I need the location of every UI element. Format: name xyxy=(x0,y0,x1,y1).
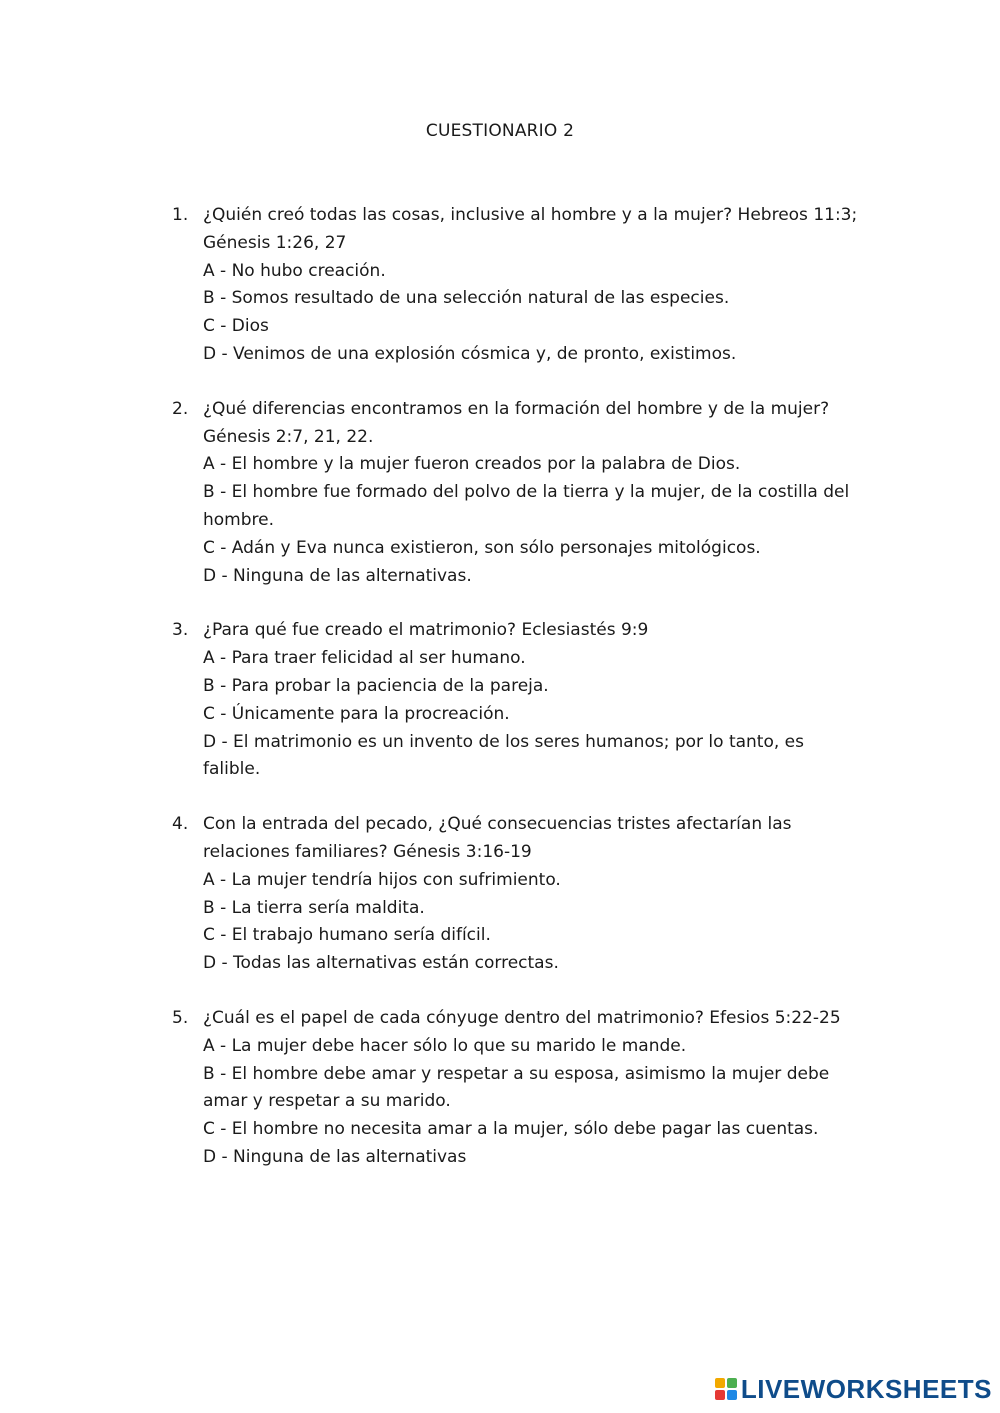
liveworksheets-logo xyxy=(715,1373,992,1405)
answer-option-d[interactable]: D - Ninguna de las alternativas xyxy=(203,1146,467,1167)
question-number: 3. xyxy=(172,620,189,641)
question-text: ¿Cuál es el papel de cada cónyuge dentro del matrimonio? Efesios 5:22-25 xyxy=(203,1007,841,1028)
answer-option-d[interactable]: D - Todas las alternativas están correctas. xyxy=(203,953,559,974)
question-text: ¿Qué diferencias encontramos en la formación del hombre y de la mujer? Génesis 2:7, 21, 22. xyxy=(203,398,830,447)
answer-option-b[interactable]: B - El hombre fue formado del polvo de la tierra y la mujer, de la costilla del hombre. xyxy=(203,482,850,530)
answer-option-d[interactable]: D - Ninguna de las alternativas. xyxy=(203,565,472,586)
answer-option-c[interactable]: C - Adán y Eva nunca existieron, son sólo personajes mitológicos. xyxy=(203,537,761,558)
answer-option-b[interactable]: B - La tierra sería maldita. xyxy=(203,897,425,918)
question-2 xyxy=(172,396,872,591)
answer-option-b[interactable]: B - Para probar la paciencia de la pareja. xyxy=(203,675,549,696)
answer-option-c[interactable]: C - Dios xyxy=(203,316,269,337)
logo-square-green xyxy=(727,1378,737,1388)
answer-option-a[interactable]: A - Para traer felicidad al ser humano. xyxy=(203,648,526,669)
question-list xyxy=(172,202,872,1199)
question-3 xyxy=(172,617,872,784)
answer-option-a[interactable]: A - El hombre y la mujer fueron creados por la palabra de Dios. xyxy=(203,454,741,475)
answer-option-c[interactable]: C - Únicamente para la procreación. xyxy=(203,703,510,724)
question-4 xyxy=(172,811,872,978)
question-text: Con la entrada del pecado, ¿Qué consecuencias tristes afectarían las relaciones familiares? Génesis 3:16-19 xyxy=(203,814,792,862)
question-body xyxy=(203,1005,858,1172)
question-body xyxy=(203,617,858,784)
answer-option-a[interactable]: A - La mujer tendría hijos con sufrimiento. xyxy=(203,869,561,890)
question-body xyxy=(203,811,858,978)
logo-square-red xyxy=(715,1390,725,1400)
liveworksheets-logo-icon xyxy=(715,1378,737,1400)
logo-square-blue xyxy=(727,1390,737,1400)
answer-option-d[interactable]: D - Venimos de una explosión cósmica y, de pronto, existimos. xyxy=(203,343,737,364)
answer-option-c[interactable]: C - El trabajo humano sería difícil. xyxy=(203,925,491,946)
question-number: 2. xyxy=(172,398,189,419)
question-number: 4. xyxy=(172,814,189,835)
question-5 xyxy=(172,1005,872,1172)
logo-square-yellow xyxy=(715,1378,725,1388)
question-text: ¿Para qué fue creado el matrimonio? Eclesiastés 9:9 xyxy=(203,620,649,641)
question-body xyxy=(203,202,858,369)
question-body xyxy=(203,396,858,591)
answer-option-a[interactable]: A - No hubo creación. xyxy=(203,260,386,281)
answer-option-b[interactable]: B - El hombre debe amar y respetar a su esposa, asimismo la mujer debe amar y respetar a su marido. xyxy=(203,1063,830,1112)
answer-option-a[interactable]: A - La mujer debe hacer sólo lo que su marido le mande. xyxy=(203,1035,687,1056)
answer-option-b[interactable]: B - Somos resultado de una selección natural de las especies. xyxy=(203,288,730,309)
question-number: 1. xyxy=(172,205,189,225)
question-1 xyxy=(172,202,872,369)
question-number: 5. xyxy=(172,1007,189,1028)
question-text: ¿Quién creó todas las cosas, inclusive al hombre y a la mujer? Hebreos 11:3; Génesis 1:26, 27 xyxy=(203,205,858,253)
page-title: CUESTIONARIO 2 xyxy=(425,121,575,141)
answer-option-c[interactable]: C - El hombre no necesita amar a la mujer, sólo debe pagar las cuentas. xyxy=(203,1119,819,1140)
answer-option-d[interactable]: D - El matrimonio es un invento de los seres humanos; por lo tanto, es falible. xyxy=(203,731,804,780)
logo-text: LIVEWORKSHEETS xyxy=(740,1373,992,1404)
